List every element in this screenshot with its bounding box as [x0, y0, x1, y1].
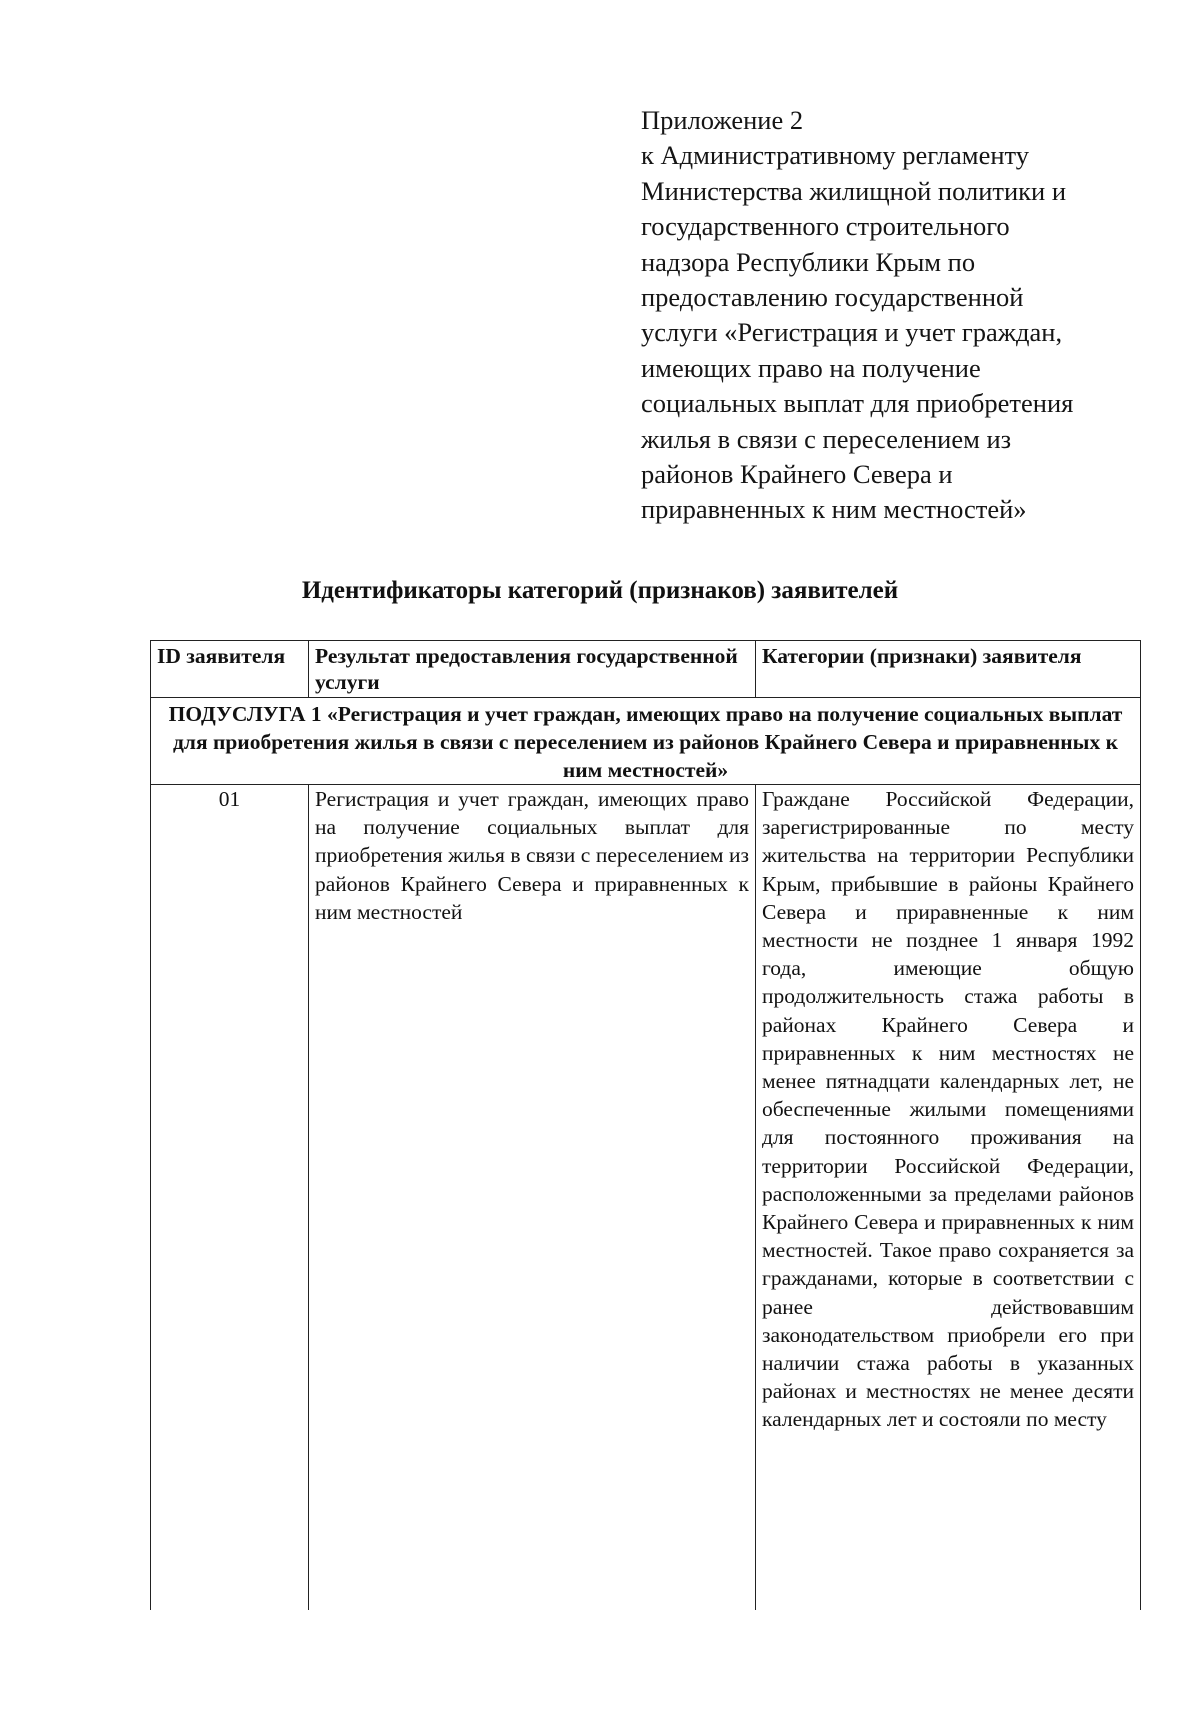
cell-result: Регистрация и учет граждан, имеющих право на получение социальных выплат для приобретения жилья в связи с переселением из районов Крайнего Севера и приравненных к ним местностей [309, 785, 756, 1611]
cell-id: 01 [151, 785, 309, 1611]
table-header-row [151, 641, 1141, 698]
header-id: ID заявителя [151, 641, 309, 698]
appendix-line: государственного строительного [641, 211, 1010, 242]
appendix-line: районов Крайнего Севера и [641, 459, 953, 490]
applicant-categories-table [150, 640, 1141, 1610]
appendix-line: социальных выплат для приобретения [641, 388, 1074, 419]
section-title: ПОДУСЛУГА 1 «Регистрация и учет граждан, имеющих право на получение социальных выплат для приобретения жилья в связи с переселением из районов Крайнего Севера и приравненных к ним местностей» [151, 698, 1141, 785]
appendix-line: услуги «Регистрация и учет граждан, [641, 317, 1063, 348]
header-result: Результат предоставления государственной услуги [309, 641, 756, 698]
appendix-line: Приложение 2 [641, 105, 804, 135]
appendix-caption [641, 103, 1121, 528]
appendix-line: надзора Республики Крым по [641, 246, 976, 277]
appendix-line: жилья в связи с переселением из [641, 423, 1012, 454]
cell-category: Граждане Российской Федерации, зарегистрированные по месту жительства на территории Республики Крым, прибывшие в районы Крайнего Севера и приравненные к ним местности не позднее 1 января 1992 года, имеющие общую продолжительность стажа работы в районах Крайнего Севера и приравненных к ним местностях не менее пятнадцати календарных лет, не обеспеченные жилыми помещениями для постоянного проживания на территории Российской Федерации, расположенными за пределами районов Крайнего Севера и приравненных к ним местностей. Такое право сохраняется за гражданами, которые в соответствии с ранее действовавшим законодательством приобрели его при наличии стажа работы в указанных районах и местностях не менее десяти календарных лет и состояли по месту [756, 785, 1141, 1611]
header-category: Категории (признаки) заявителя [756, 641, 1141, 698]
appendix-line: Министерства жилищной политики и [641, 175, 1067, 206]
section-row [151, 698, 1141, 785]
table-row [151, 785, 1141, 1611]
appendix-line: приравненных к ним местностей» [641, 494, 1027, 525]
appendix-line: предоставлению государственной [641, 282, 1024, 313]
appendix-line: имеющих право на получение [641, 352, 981, 383]
page-title: Идентификаторы категорий (признаков) заявителей [301, 577, 899, 604]
appendix-line: к Административному регламенту [641, 140, 1029, 171]
